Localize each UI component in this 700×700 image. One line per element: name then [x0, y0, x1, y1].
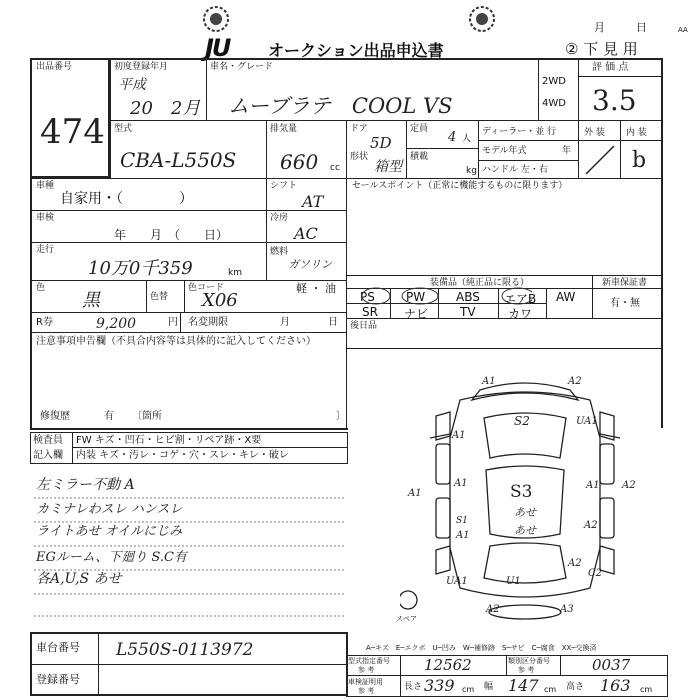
cooling-label: 冷房 — [270, 213, 289, 223]
recycle-label: R券 — [36, 317, 53, 328]
equipment-navi: ナビ — [404, 307, 429, 321]
warranty-label: 新車保証書 — [602, 278, 648, 288]
era-value: 平成 — [118, 77, 146, 93]
color-change-label: 色替 — [150, 292, 169, 302]
damage-mark-15: A2 — [584, 520, 598, 531]
width-unit: cm — [544, 685, 557, 694]
capacity-value: 4 — [448, 130, 457, 145]
warranty-value: 有・無 — [610, 298, 640, 309]
later-items-label: 後日品 — [350, 321, 378, 331]
damage-mark-13: A1 — [456, 530, 470, 541]
fuel-value-light-oil: 軽 ・ 油 — [296, 282, 336, 295]
displacement-label: 排気量 — [270, 124, 298, 134]
load-unit: kg — [466, 166, 477, 176]
capacity-unit: 人 — [462, 134, 472, 144]
length-unit: cm — [462, 685, 475, 694]
notes-label: 注意事項申告欄（不具合内容等は具体的に記入してください） — [36, 336, 316, 347]
type-cert-label: 型式指定番号 — [348, 657, 390, 665]
damage-mark-5: A1 — [452, 430, 466, 441]
class-number-value: 0037 — [592, 656, 631, 674]
load-label: 積載 — [410, 152, 429, 162]
mileage-value: 10万0千359 — [88, 258, 193, 279]
damage-mark-7: A1 — [408, 488, 422, 499]
color-value: 黒 — [82, 290, 100, 311]
shape-value: 箱型 — [374, 159, 402, 175]
damage-mark-9: S3 — [510, 482, 533, 502]
shift-value: AT — [302, 192, 324, 211]
class-number-sub: 参 考 — [518, 666, 535, 674]
transfer-month: 月 — [280, 317, 290, 328]
inspector-label: 検査員 — [33, 435, 63, 446]
usage-label: 車種 — [36, 181, 55, 191]
height-unit: cm — [640, 685, 653, 694]
model-type-value: CBA-L550S — [120, 148, 237, 172]
damage-mark-1: A1 — [482, 376, 496, 387]
type-cert-sub: 参 考 — [358, 666, 375, 674]
inspection-value: 年 月 （ 日） — [114, 228, 229, 242]
equipment-abs: ABS — [456, 290, 480, 304]
exterior-label: 外 装 — [584, 128, 605, 138]
damage-mark-2: A2 — [568, 376, 582, 387]
handle-label: ハンドル 左・右 — [482, 165, 548, 175]
damage-mark-20: A3 — [560, 604, 574, 615]
equipment-circle-marks — [362, 286, 532, 306]
sales-point-label: セールスポイント（正常に機能するものに限ります） — [352, 181, 568, 191]
color-code-value: X06 — [202, 290, 238, 311]
repair-location-end: 〕 — [336, 411, 346, 422]
damage-mark-19: A2 — [486, 604, 500, 615]
length-label: 長さ — [404, 682, 423, 692]
first-registration-label: 初度登録年月 — [114, 62, 169, 72]
color-label: 色 — [36, 283, 46, 293]
car-name-label: 車名・グレード — [210, 62, 274, 72]
equipment-aw: AW — [556, 290, 576, 304]
usage-value: 自家用・（ ） — [60, 191, 193, 207]
remark-2: カミナレわスレ ハンスレ — [36, 502, 183, 517]
damage-mark-11: A1 — [586, 480, 600, 491]
displacement-value: 660 — [280, 150, 319, 174]
punch-hole — [462, 2, 502, 36]
damage-mark-12: S1 — [456, 516, 468, 526]
width-value: 147 — [508, 676, 539, 695]
color-code-label: 色コード — [188, 283, 225, 293]
car-name-value: ムーブラテ COOL VS — [228, 94, 453, 118]
chassis-number-label: 車台番号 — [36, 641, 80, 654]
remark-4: EGルーム、下廻り S.C有 — [36, 550, 187, 565]
inspector-line1: FW キズ・凹石・ヒビ割・リペア跡・X要 — [76, 435, 262, 446]
damage-mark-8: A2 — [622, 480, 636, 491]
repair-history-value: 有 — [104, 411, 114, 422]
remark-1: 左ミラー不動 A — [36, 477, 135, 493]
grade-value: 3.5 — [592, 84, 637, 117]
equipment-pw: PW — [406, 290, 426, 304]
form-title: オークション出品申込書 — [268, 41, 444, 60]
drive-4wd: 4WD — [542, 98, 566, 109]
damage-mark-16: UA1 — [446, 576, 468, 587]
equipment-ps: PS — [360, 290, 375, 304]
door-label: ドア — [350, 124, 368, 134]
remark-ruled-lines — [30, 490, 350, 620]
model-type-label: 型式 — [114, 124, 133, 134]
class-number-label: 類別区分番号 — [508, 657, 550, 665]
interior-value: b — [632, 148, 647, 173]
equipment-tv: TV — [460, 305, 476, 319]
height-label: 高さ — [566, 682, 585, 692]
damage-legend: A─キズ E─エクボ U─凹み W─補修跡 S─サビ C─腐食 XX─交換済 — [366, 644, 597, 652]
equipment-leather: カワ — [508, 307, 533, 321]
remark-5: 各A,U,S あせ — [36, 571, 122, 587]
equipment-sr: SR — [362, 305, 378, 319]
mileage-label: 走行 — [36, 245, 55, 255]
capacity-label: 定員 — [410, 124, 429, 134]
model-year-unit: 年 — [562, 146, 572, 156]
recycle-unit: 円 — [168, 317, 178, 328]
grade-label: 評 価 点 — [592, 62, 629, 73]
cert-sub: 参 考 — [358, 687, 375, 695]
mileage-unit: km — [228, 268, 242, 278]
damage-mark-18: C2 — [588, 568, 603, 579]
damage-mark-17: U1 — [506, 576, 521, 587]
date-suffix: AA — [678, 26, 688, 34]
width-label: 幅 — [484, 682, 494, 692]
model-year-label: モデル年式 — [482, 146, 527, 156]
cooling-value: AC — [294, 224, 318, 243]
dealer-label: ディーラー・並 行 — [482, 127, 557, 137]
interior-label: 内 装 — [626, 128, 647, 138]
equipment-title: 装備品（純正品に限る） — [430, 278, 530, 288]
door-value: 5D — [370, 134, 392, 152]
displacement-unit: cc — [330, 163, 340, 173]
remark-3: ライトあせ オイルにじみ — [36, 524, 183, 539]
inspection-label: 車検 — [36, 213, 55, 223]
damage-mark-4: UA1 — [576, 416, 598, 427]
shape-label: 形状 — [350, 152, 369, 162]
damage-mark-10: あせ — [514, 506, 536, 519]
drive-2wd: 2WD — [542, 76, 566, 87]
registration-label: 登録番号 — [36, 673, 80, 686]
repair-history-label: 修復歴 — [40, 411, 70, 422]
chassis-number-value: L550S-0113972 — [116, 640, 254, 660]
damage-mark-21: A2 — [568, 558, 582, 569]
date-label: 月 日 — [594, 21, 657, 34]
height-value: 163 — [600, 676, 631, 695]
length-value: 339 — [424, 676, 455, 695]
inspector-line2: 内装 キズ・汚レ・コゲ・穴・スレ・キレ・破レ — [76, 450, 289, 461]
type-cert-value: 12562 — [424, 656, 472, 674]
exterior-slash-mark — [578, 140, 620, 178]
entry-label: 記入欄 — [33, 450, 63, 461]
recycle-value: 9,200 — [96, 316, 137, 332]
damage-mark-14: あせ — [514, 524, 536, 537]
transfer-deadline-label: 名変期限 — [188, 317, 228, 328]
equipment-airbag: エアB — [504, 292, 537, 306]
first-registration-value: 20 2月 — [130, 98, 201, 119]
fuel-value-gasoline: ガソリン — [288, 258, 332, 271]
transfer-day: 日 — [328, 317, 338, 328]
damage-mark-6: A1 — [454, 478, 468, 489]
repair-location-label: 〔箇所 — [132, 411, 162, 422]
lot-number-value: 474 — [40, 112, 105, 152]
damage-mark-3: S2 — [514, 414, 530, 428]
punch-hole — [198, 2, 234, 36]
viewing-copy-label: ② 下 見 用 — [565, 40, 638, 58]
lot-number-label: 出品番号 — [36, 62, 73, 72]
auction-logo: JU — [205, 34, 230, 62]
shift-label: シフト — [270, 181, 298, 191]
fuel-label: 燃料 — [270, 247, 289, 257]
spare-tire-label: スペア — [396, 615, 417, 623]
cert-label: 車検証明用 — [348, 678, 383, 686]
